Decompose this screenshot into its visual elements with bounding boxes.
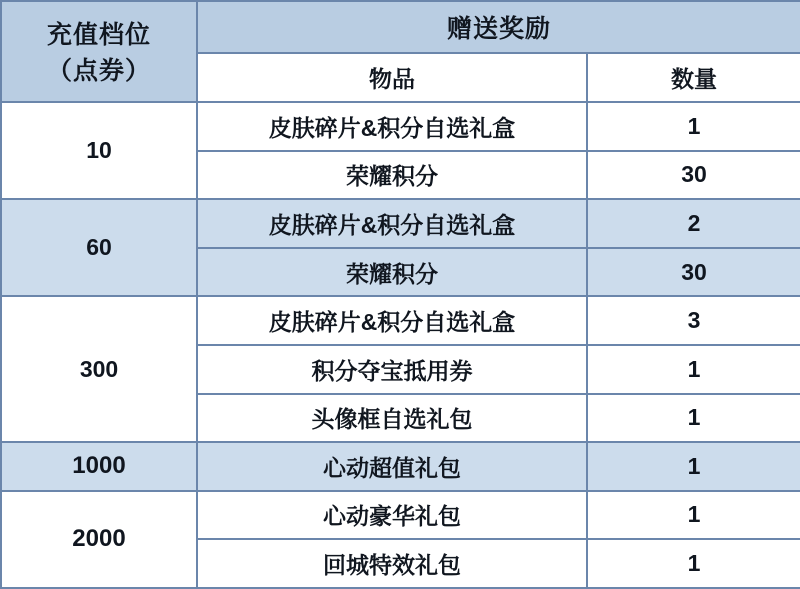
reward-item: 荣耀积分 [197, 248, 587, 297]
header-tier [1, 1, 197, 102]
reward-quantity: 30 [587, 151, 800, 200]
tier-label: 1000 [1, 442, 197, 491]
reward-item: 积分夺宝抵用券 [197, 345, 587, 394]
tier-label: 300 [1, 296, 197, 442]
tier-label: 10 [1, 102, 197, 199]
reward-item: 皮肤碎片&积分自选礼盒 [197, 199, 587, 248]
reward-item: 皮肤碎片&积分自选礼盒 [197, 102, 587, 151]
header-quantity: 数量 [587, 53, 800, 102]
reward-quantity: 1 [587, 394, 800, 443]
tier-label: 60 [1, 199, 197, 296]
reward-item: 皮肤碎片&积分自选礼盒 [197, 296, 587, 345]
reward-item: 头像框自选礼包 [197, 394, 587, 443]
table-row [1, 296, 800, 345]
reward-quantity: 1 [587, 442, 800, 491]
tier-label: 2000 [1, 491, 197, 588]
reward-quantity: 2 [587, 199, 800, 248]
header-tier-line1: 充值档位 [46, 21, 151, 50]
header-item: 物品 [197, 53, 587, 102]
table-header-row-1 [1, 1, 800, 53]
table-row [1, 199, 800, 248]
reward-quantity: 1 [587, 491, 800, 540]
reward-quantity: 1 [587, 102, 800, 151]
reward-quantity: 3 [587, 296, 800, 345]
header-reward-group: 赠送奖励 [197, 1, 800, 53]
reward-item: 回城特效礼包 [197, 539, 587, 588]
reward-quantity: 30 [587, 248, 800, 297]
reward-quantity: 1 [587, 539, 800, 588]
table-row [1, 102, 800, 151]
table-row [1, 491, 800, 540]
reward-item: 心动超值礼包 [197, 442, 587, 491]
header-tier-line2: （点券） [46, 57, 151, 86]
reward-item: 心动豪华礼包 [197, 491, 587, 540]
reward-quantity: 1 [587, 345, 800, 394]
reward-item: 荣耀积分 [197, 151, 587, 200]
table-row [1, 442, 800, 491]
